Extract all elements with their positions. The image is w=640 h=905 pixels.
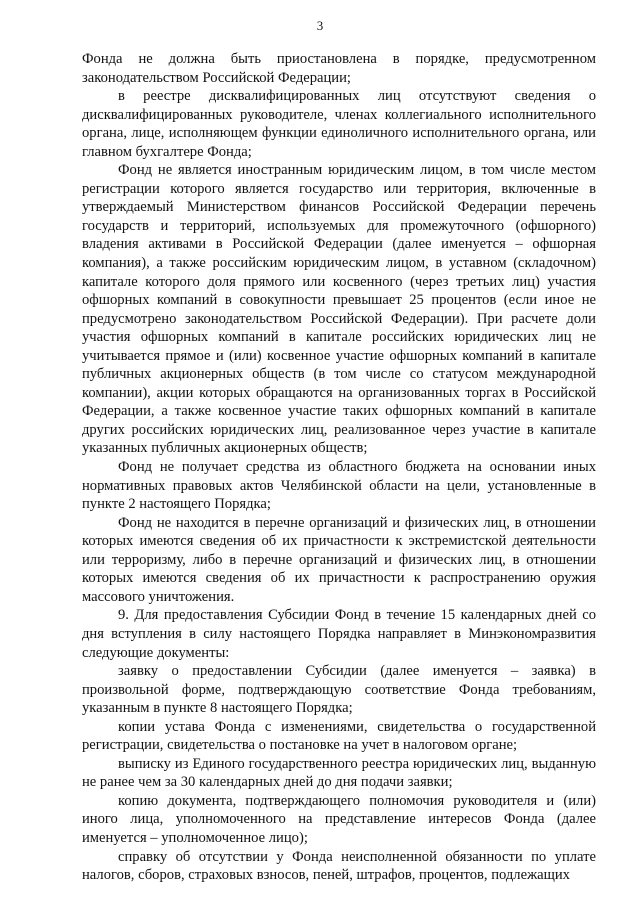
paragraph-offshore-requirement: Фонд не является иностранным юридическим лицом, в том числе местом регистрации которого является государство или территория, включенные в утверждаемый Министерством финансов Российской Федерации перечень государств и территорий, используемых для промежуточного (офшорного) владения активами в Российской Федерации (далее именуется – офшорная компания), а также российским юридическим лицом, в уставном (складочном) капитале которого доля прямого или косвенного (через третьих лиц) участия офшорных компаний в совокупности превышает 25 процентов (если иное не предусмотрено законодательством Российской Федерации). При расчете доли участия офшорных компаний в капитале российских юридических лиц не учитывается прямое и (или) косвенное участие офшорных компаний в капитале публичных акционерных обществ (в том числе со статусом международной компании), акции которых обращаются на организованных торгах в Российской Федерации, а также косвенное участие таких офшорных компаний в капитале других российских юридических лиц, реализованное через участие в капитале указанных публичных акционерных обществ; — [82, 162, 596, 457]
page-number: 3 — [316, 18, 324, 33]
paragraph-registry-extract: выписку из Единого государственного реестра юридических лиц, выданную не ранее чем за 30 календарных дней до дня подачи заявки; — [82, 755, 596, 791]
paragraph-tax-certificate: справку об отсутствии у Фонда неисполненной обязанности по уплате налогов, сборов, страховых взносов, пеней, штрафов, процентов, подлежащих — [82, 848, 596, 884]
paragraph-disqualified-registry: в реестре дисквалифицированных лиц отсутствуют сведения о дисквалифицированных руководителе, членах коллегиального исполнительного органа, лице, исполняющем функции единоличного исполнительного органа, или главном бухгалтере Фонда; — [82, 88, 596, 160]
paragraph-authority-document: копию документа, подтверждающего полномочия руководителя и (или) иного лица, уполномоченного на представление интересов Фонда (далее именуется – уполномоченное лицо); — [82, 792, 596, 846]
paragraph-item-9: 9. Для предоставления Субсидии Фонд в течение 15 календарных дней со дня вступления в силу настоящего Порядка направляет в Минэкономразвития следующие документы: — [82, 607, 596, 661]
paragraph-continuation: Фонда не должна быть приостановлена в порядке, предусмотренном законодательством Российской Федерации; — [82, 51, 596, 86]
paragraph-regional-budget: Фонд не получает средства из областного бюджета на основании иных нормативных правовых актов Челябинской области на цели, установленные в пункте 2 настоящего Порядка; — [82, 459, 596, 513]
paragraph-charter-copies: копии устава Фонда с изменениями, свидетельства о государственной регистрации, свидетельства о постановке на учет в налоговом органе; — [82, 718, 596, 754]
paragraph-extremism-list: Фонд не находится в перечне организаций и физических лиц, в отношении которых имеются сведения об их причастности к экстремистской деятельности или терроризму, либо в перечне организаций и физических лиц, в отношении которых имеются сведения об их причастности к распространению оружия массового уничтожения. — [82, 514, 596, 605]
document-body — [82, 50, 596, 885]
paragraph-application: заявку о предоставлении Субсидии (далее именуется – заявка) в произвольной форме, подтверждающую соответствие Фонда требованиям, указанным в пункте 8 настоящего Порядка; — [82, 663, 596, 717]
